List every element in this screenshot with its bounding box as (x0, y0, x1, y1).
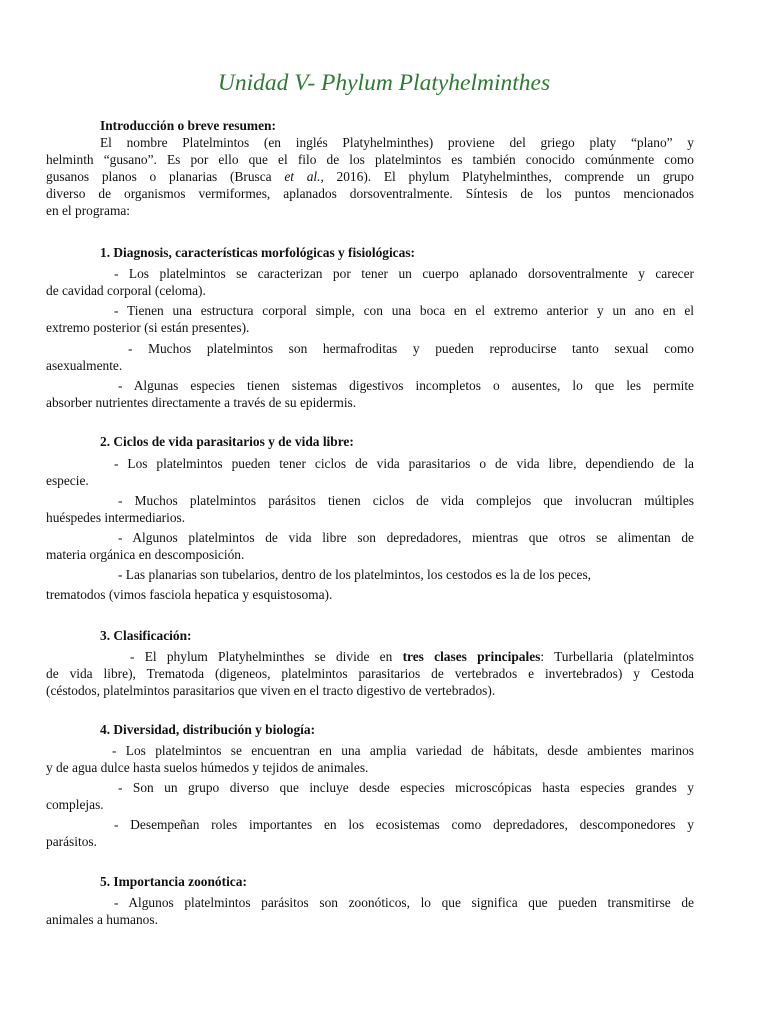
bullet-text: - El phylum Platyhelminthes se divide en (130, 649, 403, 664)
section-heading: 3. Clasificación: (100, 628, 192, 643)
section-heading: 5. Importancia zoonótica: (100, 874, 247, 889)
intro-text: gusanos planos o planarias (Brusca (46, 169, 285, 184)
bullet-item (46, 648, 694, 699)
page-title: Unidad V- Phylum Platyhelminthes (217, 70, 551, 96)
bullet-line: asexualmente. (46, 358, 123, 373)
bullet-line: trematodos (vimos fasciola hepatica y esquistosoma). (46, 587, 333, 602)
bullet-line: - Las planarias son tubelarios, dentro de los platelmintos, los cestodos es la de los peces, (118, 567, 592, 582)
intro-line: en el programa: (46, 203, 131, 218)
bullet-item (46, 455, 694, 489)
bullet-line: especie. (46, 473, 89, 488)
intro-line (46, 168, 694, 185)
bullet-line: de cavidad corporal (celoma). (46, 283, 206, 298)
intro-line: El nombre Platelmintos (en inglés Platyhelminthes) proviene del griego platy “plano” y (100, 135, 694, 150)
bullet-line: (céstodos, platelmintos parasitarios que viven en el tracto digestivo de vertebrados). (46, 683, 496, 698)
bullet-line: - Son un grupo diverso que incluye desde especies microscópicas hasta especies grandes y (118, 780, 694, 795)
bullet-line: - Tienen una estructura corporal simple, con una boca en el extremo anterior y un ano en el (114, 303, 694, 318)
bullet-item (46, 265, 694, 299)
bullet-item (46, 377, 694, 411)
bullet-item (46, 816, 694, 850)
bullet-line: materia orgánica en descomposición. (46, 547, 245, 562)
bullet-line: - Algunas especies tienen sistemas digestivos incompletos o ausentes, lo que les permite (118, 378, 694, 393)
bullet-item (46, 529, 694, 563)
bullet-line: animales a humanos. (46, 912, 158, 927)
bullet-item (46, 742, 694, 776)
bullet-line: de vida libre), Trematoda (digeneos, platelmintos parasitarios de vertebrados e invertebrados) y Cestoda (46, 666, 694, 681)
bullet-item (46, 894, 694, 928)
bullet-line: parásitos. (46, 834, 97, 849)
intro-heading: Introducción o breve resumen: (100, 118, 276, 133)
intro-text: , 2016). El phylum Platyhelminthes, comprende un grupo (320, 169, 694, 184)
bullet-item (46, 492, 694, 526)
bullet-line: - Muchos platelmintos son hermafroditas y pueden reproducirse tanto sexual como (128, 341, 694, 356)
bullet-line: extremo posterior (si están presentes). (46, 320, 250, 335)
bullet-line: - Muchos platelmintos parásitos tienen ciclos de vida complejos que involucran múltiples (118, 493, 694, 508)
section-heading: 2. Ciclos de vida parasitarios y de vida libre: (100, 434, 354, 449)
section-heading: 4. Diversidad, distribución y biología: (100, 722, 316, 737)
bullet-line: - Los platelmintos se caracterizan por tener un cuerpo aplanado dorsoventralmente y carecer (114, 266, 694, 281)
bullet-item (46, 340, 694, 374)
intro-line: diverso de organismos vermiformes, aplanados dorsoventralmente. Síntesis de los puntos mencionados (46, 186, 694, 201)
bullet-line: complejas. (46, 797, 104, 812)
bullet-line: - Algunos platelmintos parásitos son zoonóticos, lo que significa que pueden transmitirse de (114, 895, 694, 910)
bullet-line: y de agua dulce hasta suelos húmedos y tejidos de animales. (46, 760, 369, 775)
intro-paragraph (46, 134, 694, 219)
section-heading: 1. Diagnosis, características morfológicas y fisiológicas: (100, 245, 415, 260)
bullet-emphasis: tres clases principales (402, 649, 541, 664)
bullet-line: - Desempeñan roles importantes en los ecosistemas como depredadores, descomponedores y (114, 817, 694, 832)
bullet-line: - Los platelmintos pueden tener ciclos de vida parasitarios o de vida libre, dependiendo de la (114, 456, 694, 471)
bullet-item (46, 302, 694, 336)
bullet-line: huéspedes intermediarios. (46, 510, 186, 525)
bullet-item (46, 566, 694, 603)
bullet-line: - Los platelmintos se encuentran en una amplia variedad de hábitats, desde ambientes marinos (112, 743, 694, 758)
citation-et-al: et al. (284, 169, 321, 184)
bullet-item (46, 779, 694, 813)
bullet-line: absorber nutrientes directamente a través de su epidermis. (46, 395, 357, 410)
bullet-text: : Turbellaria (platelmintos (540, 649, 695, 664)
intro-line: helminth “gusano”. Es por ello que el filo de los platelmintos es también conocido comúnmente como (46, 152, 694, 167)
bullet-line: - Algunos platelmintos de vida libre son depredadores, mientras que otros se alimentan de (118, 530, 694, 545)
bullet-line (46, 648, 694, 665)
